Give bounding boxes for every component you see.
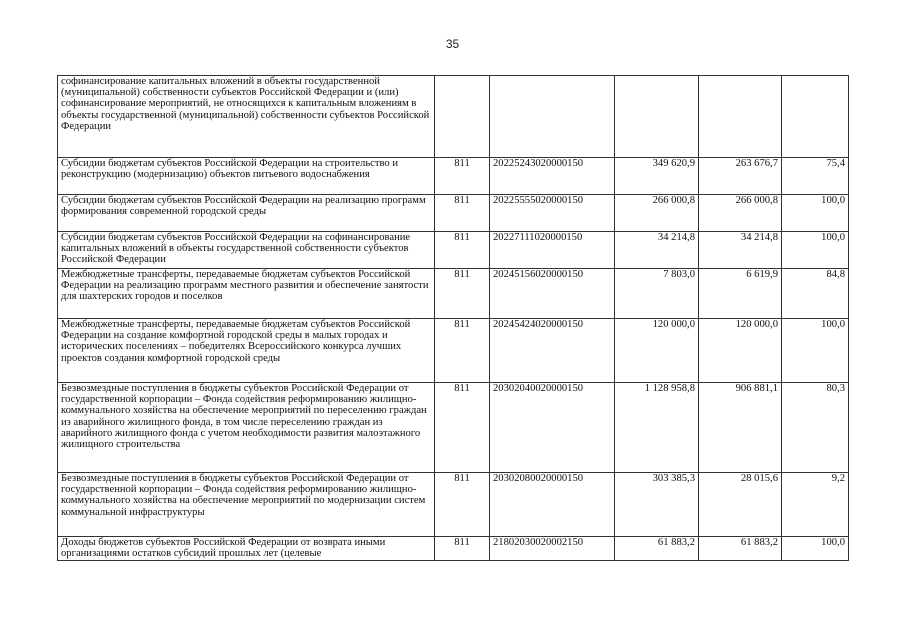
row-admin-cell: 811 bbox=[435, 473, 490, 537]
table-row bbox=[58, 473, 849, 537]
row-name-cell: Доходы бюджетов субъектов Российской Федерации от возврата иными организациями остатков субсидий прошлых лет (целевые bbox=[58, 537, 435, 561]
row-code-cell: 20302040020000150 bbox=[490, 383, 615, 473]
row-admin-cell: 811 bbox=[435, 158, 490, 195]
row-admin-cell: 811 bbox=[435, 269, 490, 319]
row-admin-cell: 811 bbox=[435, 537, 490, 561]
row-fact-cell bbox=[699, 76, 782, 158]
row-fact-cell: 34 214,8 bbox=[699, 232, 782, 269]
row-plan-cell bbox=[615, 76, 699, 158]
row-admin-cell: 811 bbox=[435, 319, 490, 383]
row-plan-cell: 303 385,3 bbox=[615, 473, 699, 537]
table-row bbox=[58, 195, 849, 232]
row-code-cell: 20245156020000150 bbox=[490, 269, 615, 319]
row-plan-cell: 349 620,9 bbox=[615, 158, 699, 195]
row-plan-cell: 266 000,8 bbox=[615, 195, 699, 232]
row-code-cell: 20245424020000150 bbox=[490, 319, 615, 383]
row-fact-cell: 6 619,9 bbox=[699, 269, 782, 319]
row-admin-cell: 811 bbox=[435, 383, 490, 473]
table-row bbox=[58, 76, 849, 158]
row-percent-cell bbox=[782, 76, 849, 158]
row-fact-cell: 61 883,2 bbox=[699, 537, 782, 561]
row-plan-cell: 34 214,8 bbox=[615, 232, 699, 269]
row-plan-cell: 61 883,2 bbox=[615, 537, 699, 561]
table-row bbox=[58, 319, 849, 383]
row-fact-cell: 120 000,0 bbox=[699, 319, 782, 383]
row-percent-cell: 84,8 bbox=[782, 269, 849, 319]
table-row bbox=[58, 537, 849, 561]
row-fact-cell: 28 015,6 bbox=[699, 473, 782, 537]
row-fact-cell: 263 676,7 bbox=[699, 158, 782, 195]
row-name-cell: Субсидии бюджетам субъектов Российской Федерации на софинансирование капитальных вложений в объекты государственной собственности субъектов Российской Федерации bbox=[58, 232, 435, 269]
row-name-cell: Межбюджетные трансферты, передаваемые бюджетам субъектов Российской Федерации на создание комфортной городской среды в малых городах и исторических поселениях – победителях Всероссийского конкурса лучших проектов создания комфортной городской среды bbox=[58, 319, 435, 383]
row-code-cell: 20302080020000150 bbox=[490, 473, 615, 537]
row-percent-cell: 100,0 bbox=[782, 232, 849, 269]
row-plan-cell: 120 000,0 bbox=[615, 319, 699, 383]
row-name-cell: Субсидии бюджетам субъектов Российской Федерации на строительство и реконструкцию (модернизацию) объектов питьевого водоснабжения bbox=[58, 158, 435, 195]
table-row bbox=[58, 269, 849, 319]
row-admin-cell bbox=[435, 76, 490, 158]
row-name-cell: Субсидии бюджетам субъектов Российской Федерации на реализацию программ формирования современной городской среды bbox=[58, 195, 435, 232]
row-code-cell: 20225555020000150 bbox=[490, 195, 615, 232]
table-row bbox=[58, 383, 849, 473]
page-number: 35 bbox=[445, 37, 460, 51]
budget-table bbox=[57, 75, 849, 561]
row-percent-cell: 100,0 bbox=[782, 537, 849, 561]
table-row bbox=[58, 232, 849, 269]
table-row bbox=[58, 158, 849, 195]
row-code-cell: 20225243020000150 bbox=[490, 158, 615, 195]
row-code-cell: 21802030020002150 bbox=[490, 537, 615, 561]
row-plan-cell: 7 803,0 bbox=[615, 269, 699, 319]
row-percent-cell: 9,2 bbox=[782, 473, 849, 537]
row-fact-cell: 266 000,8 bbox=[699, 195, 782, 232]
row-percent-cell: 100,0 bbox=[782, 195, 849, 232]
row-percent-cell: 80,3 bbox=[782, 383, 849, 473]
row-name-cell: Межбюджетные трансферты, передаваемые бюджетам субъектов Российской Федерации на реализацию программ местного развития и обеспечение занятости для шахтерских городов и поселков bbox=[58, 269, 435, 319]
row-fact-cell: 906 881,1 bbox=[699, 383, 782, 473]
row-code-cell bbox=[490, 76, 615, 158]
row-name-cell: Безвозмездные поступления в бюджеты субъектов Российской Федерации от государственной корпорации – Фонда содействия реформированию жилищно-коммунального хозяйства на обеспечение мероприятий по переселению граждан из аварийного жилищного фонда, в том числе переселению граждан из аварийного жилищного фонда с учетом необходимости развития малоэтажного жилищного строительства bbox=[58, 383, 435, 473]
row-code-cell: 20227111020000150 bbox=[490, 232, 615, 269]
row-admin-cell: 811 bbox=[435, 232, 490, 269]
row-percent-cell: 75,4 bbox=[782, 158, 849, 195]
row-name-cell: Безвозмездные поступления в бюджеты субъектов Российской Федерации от государственной корпорации – Фонда содействия реформированию жилищно-коммунального хозяйства на обеспечение мероприятий по модернизации систем коммунальной инфраструктуры bbox=[58, 473, 435, 537]
row-admin-cell: 811 bbox=[435, 195, 490, 232]
row-name-cell: софинансирование капитальных вложений в объекты государственной (муниципальной) собственности субъектов Российской Федерации и (или) софинансирование мероприятий, не относящихся к капитальным вложениям в объекты государственной (муниципальной) собственности субъектов Российской Федерации bbox=[58, 76, 435, 158]
row-plan-cell: 1 128 958,8 bbox=[615, 383, 699, 473]
row-percent-cell: 100,0 bbox=[782, 319, 849, 383]
